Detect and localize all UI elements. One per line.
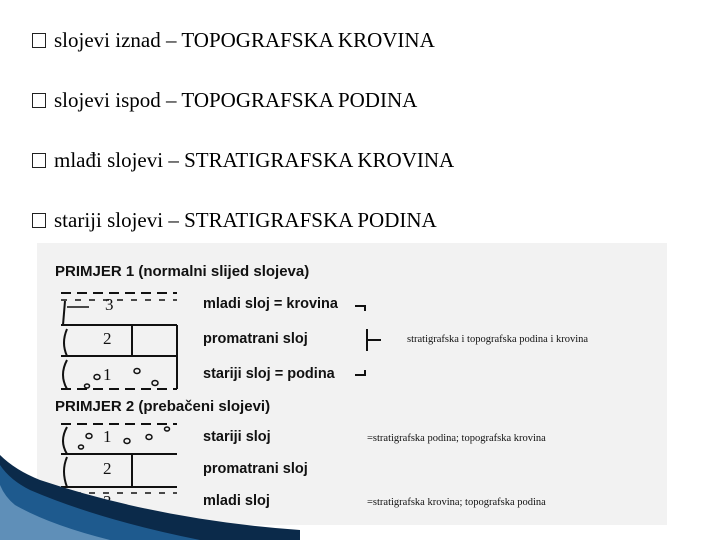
example2-label-young: mladi sloj xyxy=(203,493,270,509)
bullet-item xyxy=(32,208,437,232)
bullet-text: slojevi iznad – TOPOGRAFSKA KROVINA xyxy=(54,28,435,52)
example2-title: PRIMJER 2 (prebačeni slojevi) xyxy=(55,398,271,415)
bullet-box-icon xyxy=(32,93,46,108)
bullet-box-icon xyxy=(32,33,46,48)
bullet-text: slojevi ispod – TOPOGRAFSKA PODINA xyxy=(54,88,418,112)
example1-label-old: stariji sloj = podina xyxy=(203,366,335,382)
example1-layer-number: 3 xyxy=(105,295,114,314)
example1-note: stratigrafska i topografska podina i krovina xyxy=(407,334,589,345)
example1-layer-number: 1 xyxy=(103,365,112,384)
example1-title: PRIMJER 1 (normalni slijed slojeva) xyxy=(55,263,310,280)
example2-layer-number: 1 xyxy=(103,427,112,446)
bullet-box-icon xyxy=(32,153,46,168)
example2-layer-number: 2 xyxy=(103,459,112,478)
example2-note-young: =stratigrafska krovina; topografska podina xyxy=(367,497,546,508)
example2-label-observed: promatrani sloj xyxy=(203,461,308,477)
bullet-item xyxy=(32,28,435,52)
example2-label-old: stariji sloj xyxy=(203,429,271,445)
example1-label-observed: promatrani sloj xyxy=(203,331,308,347)
example1-layer-number: 2 xyxy=(103,329,112,348)
bullet-item xyxy=(32,148,454,172)
bullet-box-icon xyxy=(32,213,46,228)
corner-decoration xyxy=(0,440,300,540)
example1-label-young: mladi sloj = krovina xyxy=(203,296,338,312)
bullet-text: mlađi slojevi – STRATIGRAFSKA KROVINA xyxy=(54,148,455,172)
bullet-item xyxy=(32,88,417,112)
example2-note-old: =stratigrafska podina; topografska krovina xyxy=(367,433,546,444)
bullet-text: stariji slojevi – STRATIGRAFSKA PODINA xyxy=(54,208,437,232)
